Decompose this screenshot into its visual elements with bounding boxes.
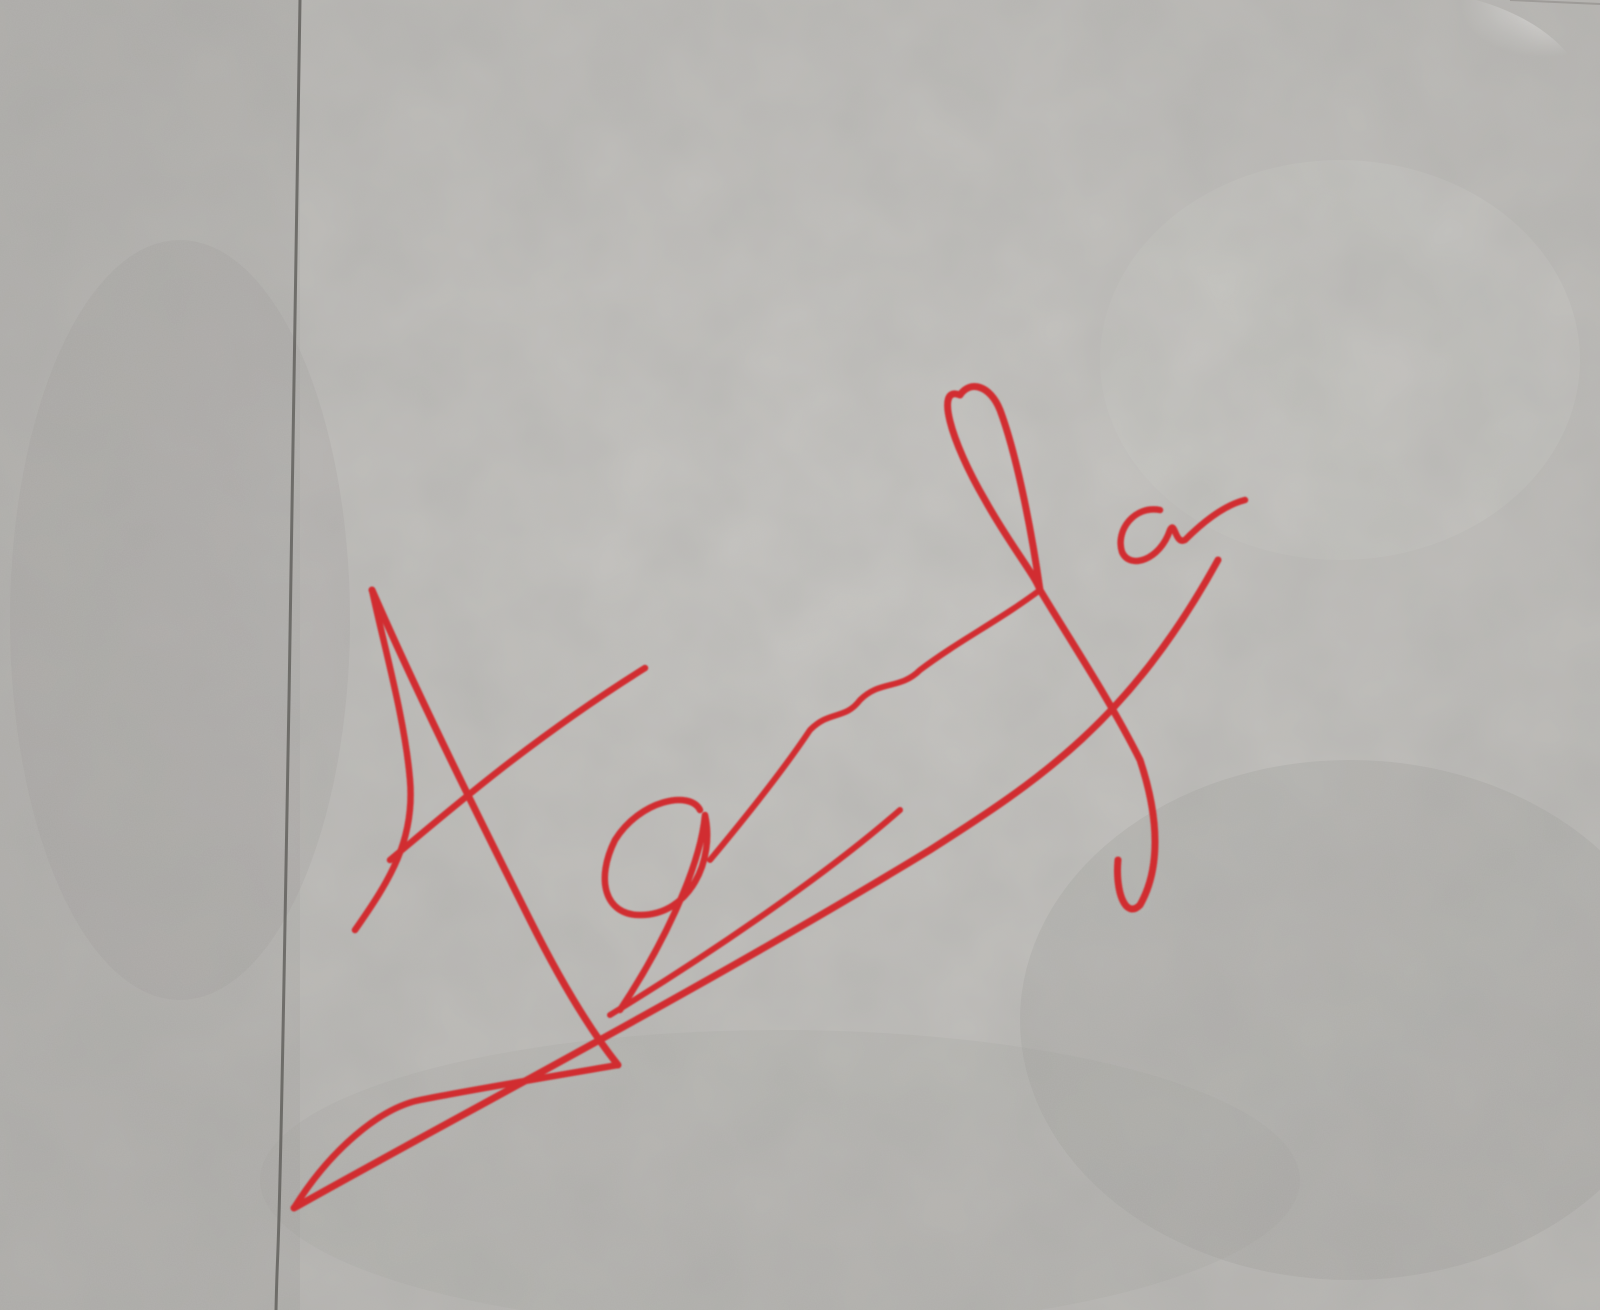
signature-stroke-base: [294, 1065, 618, 1208]
signature-stroke-loop: [605, 800, 707, 1010]
signature-stroke-crossbar: [390, 668, 645, 860]
signature-stroke-final-a: [1121, 500, 1245, 561]
signature-stroke-hook: [355, 590, 411, 930]
signature-stroke-wave: [710, 590, 1040, 860]
signature-stroke-descender: [1040, 590, 1155, 909]
signature-stroke-tall-loop: [948, 387, 1040, 590]
